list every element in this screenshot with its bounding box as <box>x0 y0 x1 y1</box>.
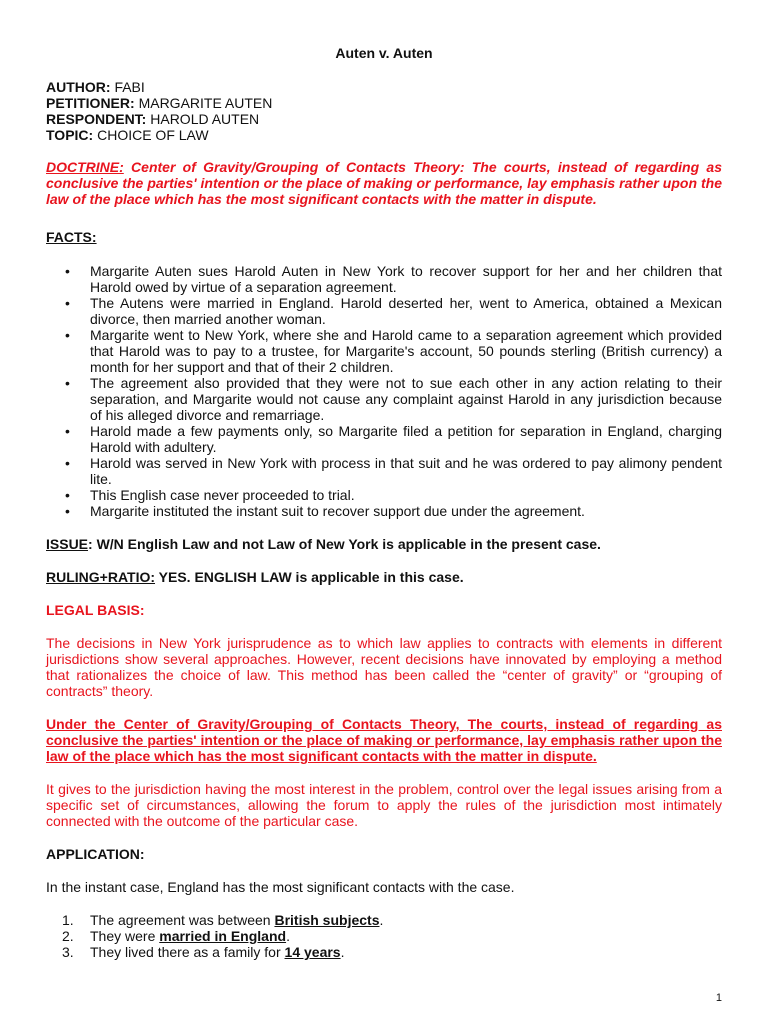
fact-item: • Margarite went to New York, where she and Harold came to a separation agreement which provided that Harold was to pay to a trustee, for Margarite's account, 50 pounds sterling (British currency) a month for her support and that of their 2 children. <box>90 327 722 375</box>
application-intro: In the instant case, England has the most significant contacts with the case. <box>46 879 515 895</box>
issue-text: : W/N English Law and not Law of New York is applicable in the present case. <box>88 536 601 552</box>
topic-line <box>46 127 722 143</box>
issue-label: ISSUE <box>46 536 89 552</box>
ruling-text: YES. ENGLISH LAW is applicable in this case. <box>155 569 464 585</box>
fact-item: • Margarite Auten sues Harold Auten in New York to recover support for her and her children that Harold owed by virtue of a separation agreement. <box>90 263 722 295</box>
item-number: 2. <box>62 928 74 944</box>
fact-item: • The agreement also provided that they were not to sue each other in any action relating to their separation, and Margarite would not cause any complaint against Harold in any jurisdiction because of his alleged divorce and remarriage. <box>90 375 722 423</box>
doctrine-text: Center of Gravity/Grouping of Contacts Theory: The courts, instead of regarding as conclusive the parties' intention or the place of making or performance, lay emphasis rather upon the law of the place which has the most significant contacts with the matter in dispute. <box>46 159 722 207</box>
application-item <box>62 912 722 928</box>
item-text: The agreement was between <box>90 912 275 928</box>
case-meta <box>46 79 722 143</box>
issue-paragraph <box>46 536 722 552</box>
fact-item: • Harold made a few payments only, so Margarite filed a petition for separation in England, charging Harold with adultery. <box>90 423 722 455</box>
author-label: AUTHOR: <box>46 79 111 95</box>
petitioner-value: MARGARITE AUTEN <box>138 95 273 111</box>
respondent-label: RESPONDENT: <box>46 111 147 127</box>
respondent-value: HAROLD AUTEN <box>150 111 260 127</box>
ruling-paragraph <box>46 569 722 585</box>
respondent-line <box>46 111 722 127</box>
application-heading: APPLICATION: <box>46 846 145 862</box>
item-text: They lived there as a family for <box>90 944 285 960</box>
item-emphasis: 14 years <box>284 944 341 960</box>
topic-label: TOPIC: <box>46 127 94 143</box>
item-emphasis: British subjects <box>274 912 380 928</box>
fact-item: • Margarite instituted the instant suit to recover support due under the agreement. <box>90 503 722 519</box>
legal-basis-paragraph-1: The decisions in New York jurisprudence as to which law applies to contracts with elements in different jurisdictions show several approaches. However, recent decisions have innovated by employing a method that rationalizes the choice of law. This method has been called the “center of gravity” or “grouping of contracts” theory. <box>46 635 722 699</box>
legal-basis-paragraph-2: Under the Center of Gravity/Grouping of Contacts Theory, The courts, instead of regarding as conclusive the parties' intention or the place of making or performance, lay emphasis rather upon the law of the place which has the most significant contacts with the matter in dispute. <box>46 716 722 764</box>
page-number: 1 <box>715 992 722 1004</box>
fact-item: • This English case never proceeded to trial. <box>90 487 722 503</box>
item-text: They were <box>90 928 160 944</box>
legal-basis-paragraph-3: It gives to the jurisdiction having the most interest in the problem, control over the legal issues arising from a specific set of circumstances, allowing the forum to apply the rules of the jurisdiction most intimately connected with the outcome of the particular case. <box>46 781 722 829</box>
application-list <box>46 912 722 960</box>
item-punct: . <box>340 944 345 960</box>
facts-list <box>46 263 722 519</box>
facts-heading: FACTS: <box>46 229 97 245</box>
item-punct: . <box>379 912 384 928</box>
application-item <box>62 944 722 960</box>
doctrine-label: DOCTRINE: <box>46 159 124 175</box>
item-number: 1. <box>62 912 74 928</box>
topic-value: CHOICE OF LAW <box>97 127 209 143</box>
fact-item: • Harold was served in New York with process in that suit and he was ordered to pay alimony pendent lite. <box>90 455 722 487</box>
petitioner-line <box>46 95 722 111</box>
item-punct: . <box>286 928 290 944</box>
item-number: 3. <box>62 944 74 960</box>
petitioner-label: PETITIONER: <box>46 95 135 111</box>
application-item <box>62 928 722 944</box>
fact-item: • The Autens were married in England. Harold deserted her, went to America, obtained a Mexican divorce, then married another woman. <box>90 295 722 327</box>
document-page <box>46 45 722 960</box>
author-value: FABI <box>114 79 145 95</box>
case-title: Auten v. Auten <box>335 45 433 61</box>
doctrine-paragraph <box>46 159 722 207</box>
item-emphasis: married in England <box>159 928 287 944</box>
author-line <box>46 79 722 95</box>
ruling-label: RULING+RATIO: <box>46 569 156 585</box>
legal-basis-heading: LEGAL BASIS: <box>46 602 145 618</box>
